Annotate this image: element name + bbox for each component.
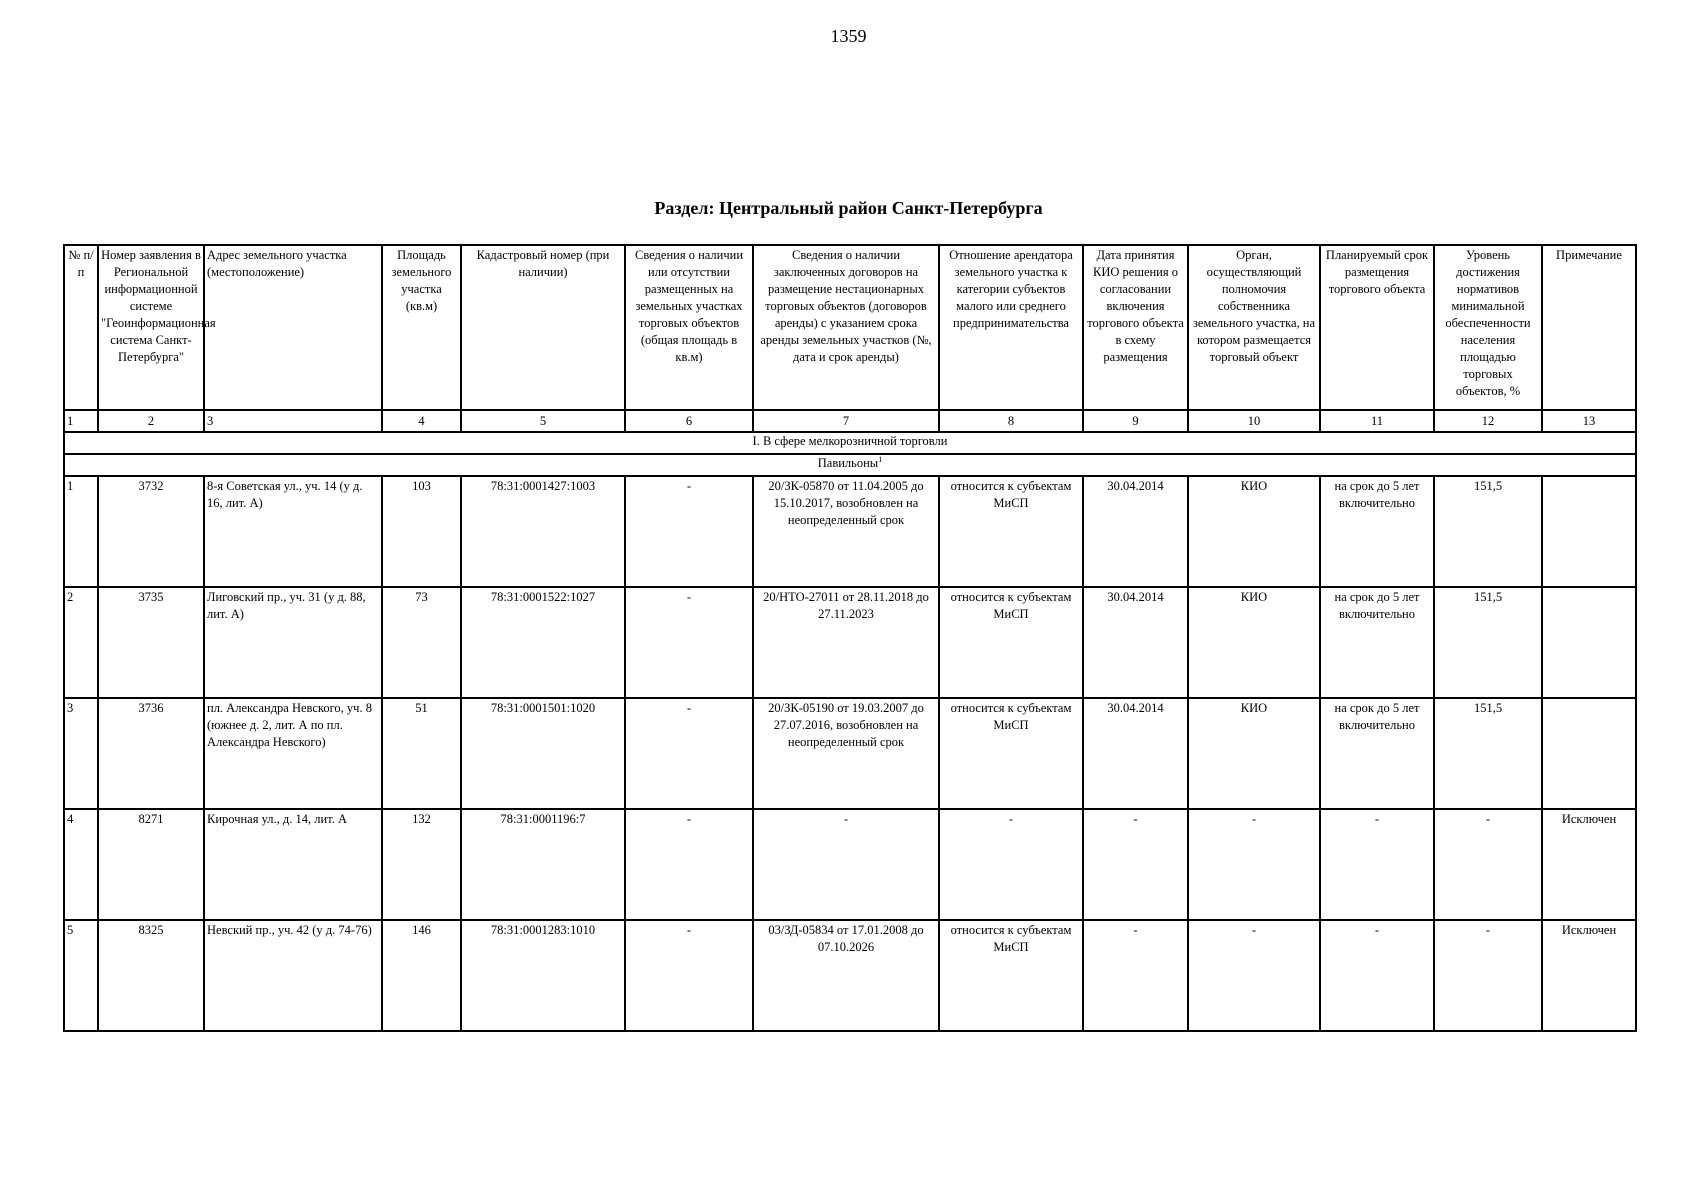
cell-address: пл. Александра Невского, уч. 8 (южнее д. 2, лит. А по пл. Александра Невского) xyxy=(204,698,382,809)
cell-level: - xyxy=(1434,920,1542,1031)
group-title: I. В сфере мелкорозничной торговли xyxy=(64,432,1636,454)
cell-area: 132 xyxy=(382,809,461,920)
cell-objects: - xyxy=(625,476,753,587)
cell-cadastre: 78:31:0001283:1010 xyxy=(461,920,625,1031)
cell-note xyxy=(1542,698,1636,809)
cell-area: 103 xyxy=(382,476,461,587)
header-cadastre: Кадастровый номер (при наличии) xyxy=(461,245,625,410)
cell-term: - xyxy=(1320,920,1434,1031)
column-number: 10 xyxy=(1188,410,1320,432)
cell-authority: - xyxy=(1188,920,1320,1031)
cell-area: 73 xyxy=(382,587,461,698)
column-number: 5 xyxy=(461,410,625,432)
subgroup-row xyxy=(64,454,1636,476)
column-number: 4 xyxy=(382,410,461,432)
cell-note: Исключен xyxy=(1542,920,1636,1031)
header-contracts: Сведения о наличии заключенных договоров на размещение нестационарных торговых объектов (договоров аренды) с указанием срока аренды земельных участков (№, дата и срок аренды) xyxy=(753,245,939,410)
cell-objects: - xyxy=(625,698,753,809)
cell-cadastre: 78:31:0001501:1020 xyxy=(461,698,625,809)
header-sme: Отношение арендатора земельного участка к категории субъектов малого или среднего предпринимательства xyxy=(939,245,1083,410)
header-objects: Сведения о наличии или отсутствии размещенных на земельных участках торговых объектов (общая площадь в кв.м) xyxy=(625,245,753,410)
cell-note xyxy=(1542,476,1636,587)
subgroup-footnote: 1 xyxy=(878,454,883,464)
register-table xyxy=(63,244,1637,1032)
cell-objects: - xyxy=(625,920,753,1031)
cell-objects: - xyxy=(625,809,753,920)
column-number-row xyxy=(64,410,1636,432)
cell-cadastre: 78:31:0001196:7 xyxy=(461,809,625,920)
cell-address: Кирочная ул., д. 14, лит. А xyxy=(204,809,382,920)
cell-sme: относится к субъектам МиСП xyxy=(939,920,1083,1031)
section-title: Раздел: Центральный район Санкт-Петербурга xyxy=(654,198,1043,218)
column-number: 8 xyxy=(939,410,1083,432)
column-number: 11 xyxy=(1320,410,1434,432)
cell-contracts: - xyxy=(753,809,939,920)
cell-number: 2 xyxy=(64,587,98,698)
cell-sme: относится к субъектам МиСП xyxy=(939,698,1083,809)
cell-term: на срок до 5 лет включительно xyxy=(1320,698,1434,809)
cell-sme: относится к субъектам МиСП xyxy=(939,476,1083,587)
cell-level: 151,5 xyxy=(1434,476,1542,587)
header-address: Адрес земельного участка (местоположение) xyxy=(204,245,382,410)
header-note: Примечание xyxy=(1542,245,1636,410)
subgroup-cell xyxy=(64,454,1636,476)
cell-number: 1 xyxy=(64,476,98,587)
table-row xyxy=(64,809,1636,920)
cell-application: 8271 xyxy=(98,809,204,920)
header-number: № п/п xyxy=(64,245,98,410)
cell-number: 3 xyxy=(64,698,98,809)
cell-area: 51 xyxy=(382,698,461,809)
column-number: 12 xyxy=(1434,410,1542,432)
cell-decision-date: 30.04.2014 xyxy=(1083,698,1188,809)
cell-application: 3736 xyxy=(98,698,204,809)
header-authority: Орган, осуществляющий полномочия собственника земельного участка, на котором размещается торговый объект xyxy=(1188,245,1320,410)
column-number: 1 xyxy=(64,410,98,432)
cell-decision-date: - xyxy=(1083,809,1188,920)
table-row xyxy=(64,920,1636,1031)
cell-note: Исключен xyxy=(1542,809,1636,920)
cell-term: - xyxy=(1320,809,1434,920)
cell-term: на срок до 5 лет включительно xyxy=(1320,587,1434,698)
page-number: 1359 xyxy=(830,26,867,46)
cell-authority: КИО xyxy=(1188,476,1320,587)
cell-level: - xyxy=(1434,809,1542,920)
header-level: Уровень достижения нормативов минимальной обеспеченности населения площадью торговых объектов, % xyxy=(1434,245,1542,410)
header-term: Планируемый срок размещения торгового объекта xyxy=(1320,245,1434,410)
column-number: 9 xyxy=(1083,410,1188,432)
cell-decision-date: 30.04.2014 xyxy=(1083,476,1188,587)
header-row xyxy=(64,245,1636,410)
header-decision-date: Дата принятия КИО решения о согласовании включения торгового объекта в схему размещения xyxy=(1083,245,1188,410)
cell-address: Невский пр., уч. 42 (у д. 74-76) xyxy=(204,920,382,1031)
header-area: Площадь земельного участка (кв.м) xyxy=(382,245,461,410)
cell-contracts: 20/ЗК-05870 от 11.04.2005 до 15.10.2017, возобновлен на неопределенный срок xyxy=(753,476,939,587)
group-row xyxy=(64,432,1636,454)
header-application-number: Номер заявления в Региональной информационной системе "Геоинформационная система Санкт-Петербурга" xyxy=(98,245,204,410)
column-number: 3 xyxy=(204,410,382,432)
table-row xyxy=(64,587,1636,698)
subgroup-title: Павильоны xyxy=(817,456,879,470)
column-number: 6 xyxy=(625,410,753,432)
cell-address: Лиговский пр., уч. 31 (у д. 88, лит. А) xyxy=(204,587,382,698)
cell-decision-date: - xyxy=(1083,920,1188,1031)
cell-term: на срок до 5 лет включительно xyxy=(1320,476,1434,587)
cell-authority: КИО xyxy=(1188,587,1320,698)
cell-contracts: 20/ЗК-05190 от 19.03.2007 до 27.07.2016, возобновлен на неопределенный срок xyxy=(753,698,939,809)
cell-cadastre: 78:31:0001522:1027 xyxy=(461,587,625,698)
cell-application: 3735 xyxy=(98,587,204,698)
table-row xyxy=(64,698,1636,809)
cell-authority: - xyxy=(1188,809,1320,920)
cell-decision-date: 30.04.2014 xyxy=(1083,587,1188,698)
cell-cadastre: 78:31:0001427:1003 xyxy=(461,476,625,587)
cell-contracts: 20/НТО-27011 от 28.11.2018 до 27.11.2023 xyxy=(753,587,939,698)
cell-application: 8325 xyxy=(98,920,204,1031)
cell-sme: относится к субъектам МиСП xyxy=(939,587,1083,698)
cell-area: 146 xyxy=(382,920,461,1031)
cell-authority: КИО xyxy=(1188,698,1320,809)
cell-objects: - xyxy=(625,587,753,698)
column-number: 2 xyxy=(98,410,204,432)
cell-application: 3732 xyxy=(98,476,204,587)
cell-sme: - xyxy=(939,809,1083,920)
column-number: 13 xyxy=(1542,410,1636,432)
cell-level: 151,5 xyxy=(1434,698,1542,809)
cell-number: 4 xyxy=(64,809,98,920)
cell-number: 5 xyxy=(64,920,98,1031)
cell-contracts: 03/ЗД-05834 от 17.01.2008 до 07.10.2026 xyxy=(753,920,939,1031)
table-row xyxy=(64,476,1636,587)
cell-note xyxy=(1542,587,1636,698)
cell-address: 8-я Советская ул., уч. 14 (у д. 16, лит. А) xyxy=(204,476,382,587)
column-number: 7 xyxy=(753,410,939,432)
cell-level: 151,5 xyxy=(1434,587,1542,698)
